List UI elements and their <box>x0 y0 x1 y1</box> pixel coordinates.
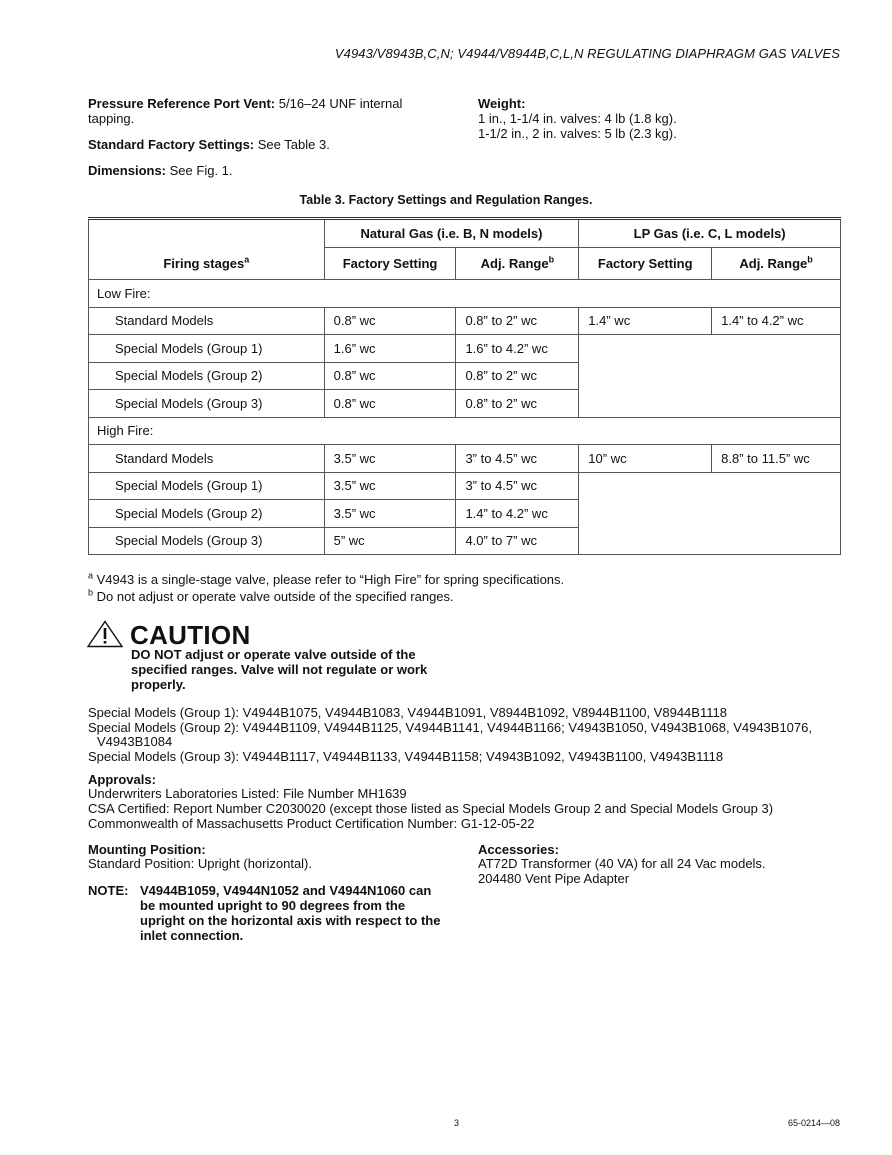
prv-value-line2: tapping. <box>88 111 135 126</box>
ng-adj-text: Adj. Range <box>480 256 549 271</box>
ng-adj-value: 1.6” to 4.2” wc <box>456 335 579 363</box>
model-name: Standard Models <box>89 307 325 335</box>
model-name: Special Models (Group 1) <box>89 472 325 500</box>
note-label: NOTE: <box>88 883 129 898</box>
ng-adj-value: 1.4” to 4.2” wc <box>456 500 579 528</box>
accessories-line2: 204480 Vent Pipe Adapter <box>478 871 630 886</box>
section-label: Low Fire: <box>89 280 841 308</box>
footnote-a <box>88 572 564 587</box>
pressure-reference-port-vent <box>88 96 428 126</box>
lp-adj-value: 8.8” to 11.5” wc <box>712 445 841 473</box>
weight-label: Weight: <box>478 96 526 111</box>
ng-adj-header <box>456 248 579 280</box>
table-column-header-row <box>89 248 841 280</box>
firing-stages-text: Firing stages <box>163 255 245 271</box>
firing-stages-header <box>89 248 325 280</box>
document-header-title: V4943/V8943B,C,N; V4944/V8944B,C,L,N REGULATING DIAPHRAGM GAS VALVES <box>334 46 840 61</box>
ng-factory-header: Factory Setting <box>324 248 456 280</box>
ng-factory-value: 0.8” wc <box>324 362 456 390</box>
table-row <box>89 445 841 473</box>
caution-line2: specified ranges. Valve will not regulate or work <box>131 662 428 677</box>
model-name: Special Models (Group 2) <box>89 362 325 390</box>
natural-gas-header: Natural Gas (i.e. B, N models) <box>324 219 579 248</box>
ng-adj-value: 0.8” to 2” wc <box>456 307 579 335</box>
ng-adj-value: 4.0” to 7” wc <box>456 527 579 555</box>
footnote-b-ref: b <box>548 254 555 265</box>
section-row-low-fire <box>89 280 841 308</box>
caution-title: CAUTION <box>130 620 251 650</box>
lp-factory-header: Factory Setting <box>579 248 712 280</box>
model-name: Special Models (Group 2) <box>89 500 325 528</box>
weight-block <box>478 96 677 141</box>
special-models-group1: Special Models (Group 1): V4944B1075, V4944B1083, V4944B1091, V8944B1092, V8944B1100, V8944B1118 <box>88 705 727 720</box>
table-row <box>89 472 841 500</box>
mounting-label: Mounting Position: <box>88 842 206 857</box>
firing-header-spacer <box>89 219 325 248</box>
ng-factory-value: 1.6” wc <box>324 335 456 363</box>
lp-empty-cell <box>579 335 841 418</box>
ng-factory-value: 3.5” wc <box>324 445 456 473</box>
section-row-high-fire <box>89 417 841 445</box>
special-models-group2-line1: Special Models (Group 2): V4944B1109, V4944B1125, V4944B1141, V4944B1166; V4943B1050, V4943B1068, V4943B1076, <box>88 720 812 735</box>
footnote-b <box>88 589 454 604</box>
ng-factory-value: 3.5” wc <box>324 500 456 528</box>
note-line1: V4944B1059, V4944N1052 and V4944N1060 can <box>140 883 432 898</box>
weight-line2: 1-1/2 in., 2 in. valves: 5 lb (2.3 kg). <box>478 126 677 141</box>
lp-factory-value: 10” wc <box>579 445 712 473</box>
special-models-group3: Special Models (Group 3): V4944B1117, V4944B1133, V4944B1158; V4943B1092, V4943B1100, V4943B1118 <box>88 749 724 764</box>
dimensions <box>88 163 233 178</box>
section-label: High Fire: <box>89 417 841 445</box>
sfs-value: See Table 3. <box>257 137 330 152</box>
warning-triangle-icon <box>86 620 124 651</box>
note-line2: be mounted upright to 90 degrees from the <box>140 898 406 913</box>
table-caption: Table 3. Factory Settings and Regulation Ranges. <box>299 193 593 207</box>
lp-adj-header <box>712 248 841 280</box>
factory-settings-table <box>88 217 841 555</box>
model-name: Special Models (Group 3) <box>89 527 325 555</box>
weight-line1: 1 in., 1-1/4 in. valves: 4 lb (1.8 kg). <box>478 111 677 126</box>
prv-label: Pressure Reference Port Vent: <box>88 96 276 111</box>
footnote-b-mark: b <box>88 587 94 598</box>
table-row <box>89 307 841 335</box>
ng-adj-value: 3” to 4.5” wc <box>456 472 579 500</box>
ng-factory-value: 0.8” wc <box>324 307 456 335</box>
lp-gas-header: LP Gas (i.e. C, L models) <box>579 219 841 248</box>
prv-value-line1: 5/16–24 UNF internal <box>278 96 403 111</box>
approvals-line1: Underwriters Laboratories Listed: File Number MH1639 <box>88 786 407 801</box>
footnote-b-ref: b <box>807 254 813 265</box>
ng-factory-value: 5” wc <box>324 527 456 555</box>
approvals-line3: Commonwealth of Massachusetts Product Certification Number: G1-12-05-22 <box>88 816 535 831</box>
accessories-label: Accessories: <box>478 842 559 857</box>
sfs-label: Standard Factory Settings: <box>88 137 255 152</box>
special-models-group2-line2: V4943B1084 <box>97 734 173 749</box>
note-line3: upright on the horizontal axis with respect to the <box>140 913 441 928</box>
model-name: Standard Models <box>89 445 325 473</box>
ng-factory-value: 0.8” wc <box>324 390 456 418</box>
ng-adj-value: 0.8” to 2” wc <box>456 390 579 418</box>
model-name: Special Models (Group 3) <box>89 390 325 418</box>
doc-number: 65-0214—08 <box>787 1118 840 1128</box>
dim-value: See Fig. 1. <box>169 163 233 178</box>
footnote-a-ref: a <box>244 254 250 265</box>
ng-factory-value: 3.5” wc <box>324 472 456 500</box>
table-group-header-row <box>89 219 841 248</box>
page-number: 3 <box>454 1118 460 1128</box>
footnote-a-text: V4943 is a single-stage valve, please refer to “High Fire” for spring specifications. <box>96 572 565 587</box>
accessories-line1: AT72D Transformer (40 VA) for all 24 Vac models. <box>478 856 766 871</box>
model-name: Special Models (Group 1) <box>89 335 325 363</box>
lp-adj-text: Adj. Range <box>739 256 808 271</box>
dim-label: Dimensions: <box>88 163 167 178</box>
footnote-b-text: Do not adjust or operate valve outside of the specified ranges. <box>96 589 454 604</box>
approvals-line2: CSA Certified: Report Number C2030020 (except those listed as Special Models Group 2 and Special Models Group 3) <box>88 801 774 816</box>
caution-line3: properly. <box>131 677 186 692</box>
note-body <box>140 883 450 943</box>
approvals-label: Approvals: <box>88 772 156 787</box>
caution-line1: DO NOT adjust or operate valve outside of the <box>131 647 416 662</box>
caution-body <box>131 647 451 692</box>
lp-empty-cell <box>579 472 841 555</box>
ng-adj-value: 0.8” to 2” wc <box>456 362 579 390</box>
standard-factory-settings <box>88 137 330 152</box>
mounting-text: Standard Position: Upright (horizontal). <box>88 856 313 871</box>
footnote-a-mark: a <box>88 570 94 581</box>
ng-adj-value: 3” to 4.5” wc <box>456 445 579 473</box>
table-row <box>89 335 841 363</box>
lp-factory-value: 1.4” wc <box>579 307 712 335</box>
note-line4: inlet connection. <box>140 928 244 943</box>
lp-adj-value: 1.4” to 4.2” wc <box>712 307 841 335</box>
